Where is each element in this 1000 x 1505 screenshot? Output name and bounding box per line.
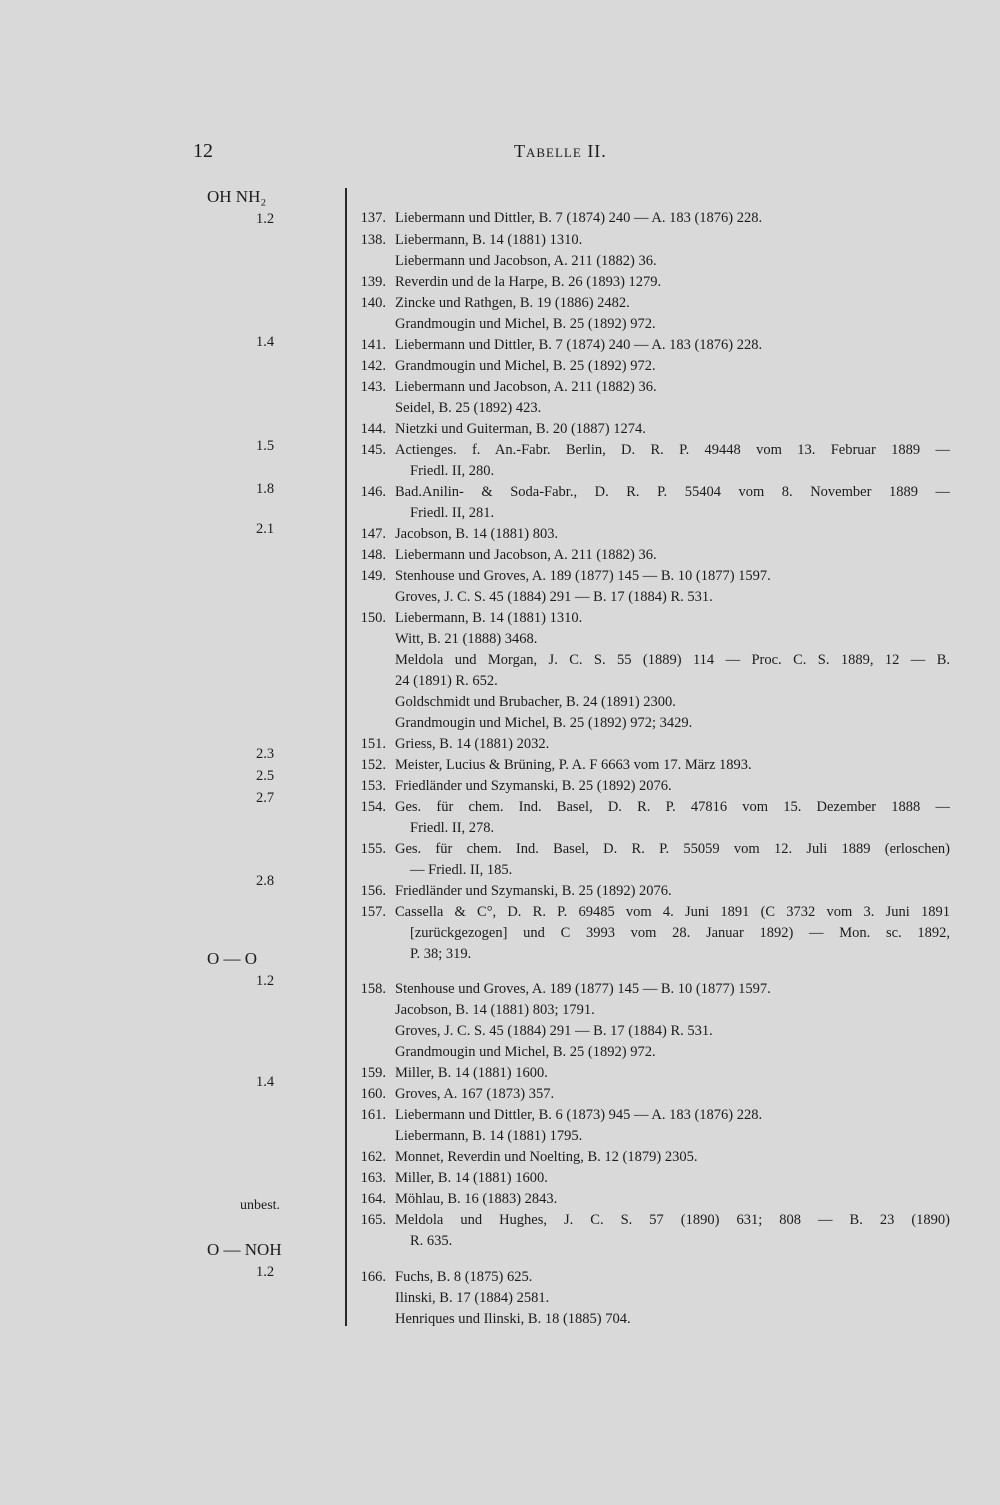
position-label: 1.8 bbox=[256, 481, 275, 497]
reference-line bbox=[352, 754, 950, 776]
reference-number: 139. bbox=[360, 274, 386, 290]
position-label: 1.2 bbox=[256, 1264, 275, 1280]
reference-text: 24 (1891) R. 652. bbox=[395, 673, 498, 689]
reference-text: Liebermann und Dittler, B. 6 (1873) 945 — A. 183 (1876) 228. bbox=[395, 1107, 763, 1123]
reference-line bbox=[352, 1266, 950, 1288]
reference-number: 154. bbox=[360, 799, 386, 815]
reference-line bbox=[352, 586, 950, 608]
reference-text: Liebermann und Dittler, B. 7 (1874) 240 — A. 183 (1876) 228. bbox=[395, 337, 763, 353]
reference-text: Reverdin und de la Harpe, B. 26 (1893) 1279. bbox=[395, 274, 662, 290]
reference-line bbox=[352, 901, 950, 923]
reference-text: Grandmougin und Michel, B. 25 (1892) 972. bbox=[395, 358, 656, 374]
reference-line bbox=[352, 292, 950, 314]
reference-text: Friedländer und Szymanski, B. 25 (1892) 2076. bbox=[395, 778, 672, 794]
reference-line bbox=[352, 1188, 950, 1210]
reference-line bbox=[352, 859, 950, 881]
reference-line bbox=[352, 1230, 950, 1252]
reference-line bbox=[352, 250, 950, 272]
position-label: 2.5 bbox=[256, 768, 275, 784]
reference-line bbox=[352, 481, 950, 503]
position-label: 2.8 bbox=[256, 873, 275, 889]
position-label: 1.2 bbox=[256, 973, 275, 989]
position-label: 1.4 bbox=[256, 334, 275, 350]
position-label: 1.4 bbox=[256, 1074, 275, 1090]
reference-number: 150. bbox=[360, 610, 386, 626]
position-label: O — NOH bbox=[207, 1240, 282, 1259]
reference-line bbox=[352, 880, 950, 902]
reference-number: 166. bbox=[360, 1269, 386, 1285]
reference-line bbox=[352, 355, 950, 377]
reference-text: Liebermann, B. 14 (1881) 1310. bbox=[395, 610, 583, 626]
reference-line bbox=[352, 733, 950, 755]
reference-text: R. 635. bbox=[410, 1233, 453, 1249]
reference-line bbox=[352, 817, 950, 839]
reference-text: Bad.Anilin- & Soda-Fabr., D. R. P. 55404 vom 8. November 1889 — bbox=[395, 484, 950, 500]
reference-line bbox=[352, 628, 950, 650]
position-label: 1.2 bbox=[256, 211, 275, 227]
reference-text: Griess, B. 14 (1881) 2032. bbox=[395, 736, 550, 752]
reference-text: Liebermann und Jacobson, A. 211 (1882) 36. bbox=[395, 379, 657, 395]
reference-line bbox=[352, 1020, 950, 1042]
reference-text: P. 38; 319. bbox=[410, 946, 472, 962]
reference-line bbox=[352, 334, 950, 356]
reference-line bbox=[352, 838, 950, 860]
reference-line bbox=[352, 271, 950, 293]
position-label: OH NH₂ bbox=[207, 187, 267, 206]
reference-number: 158. bbox=[360, 981, 386, 997]
reference-line bbox=[352, 607, 950, 629]
reference-text: Meldola und Morgan, J. C. S. 55 (1889) 114 — Proc. C. S. 1889, 12 — B. bbox=[395, 652, 950, 668]
reference-line bbox=[352, 978, 950, 1000]
reference-line bbox=[352, 1209, 950, 1231]
reference-line bbox=[352, 670, 950, 692]
reference-number: 147. bbox=[360, 526, 386, 542]
reference-text: Friedl. II, 281. bbox=[410, 505, 495, 521]
reference-number: 138. bbox=[360, 232, 386, 248]
reference-text: Goldschmidt und Brubacher, B. 24 (1891) 2300. bbox=[395, 694, 676, 710]
reference-number: 162. bbox=[360, 1149, 386, 1165]
reference-line bbox=[352, 1308, 950, 1330]
reference-text: Meldola und Hughes, J. C. S. 57 (1890) 631; 808 — B. 23 (1890) bbox=[395, 1212, 950, 1228]
reference-line bbox=[352, 523, 950, 545]
reference-number: 140. bbox=[360, 295, 386, 311]
column-divider bbox=[345, 188, 347, 1326]
reference-text: Seidel, B. 25 (1892) 423. bbox=[395, 400, 542, 416]
reference-text: Witt, B. 21 (1888) 3468. bbox=[395, 631, 538, 647]
reference-line bbox=[352, 1041, 950, 1063]
reference-text: Ilinski, B. 17 (1884) 2581. bbox=[395, 1290, 550, 1306]
reference-text: Groves, J. C. S. 45 (1884) 291 — B. 17 (1884) R. 531. bbox=[395, 1023, 713, 1039]
reference-text: Liebermann und Dittler, B. 7 (1874) 240 — A. 183 (1876) 228. bbox=[395, 210, 763, 226]
reference-text: Grandmougin und Michel, B. 25 (1892) 972. bbox=[395, 316, 656, 332]
reference-text: Jacobson, B. 14 (1881) 803. bbox=[395, 526, 559, 542]
reference-number: 144. bbox=[360, 421, 386, 437]
reference-text: Grandmougin und Michel, B. 25 (1892) 972. bbox=[395, 1044, 656, 1060]
reference-number: 163. bbox=[360, 1170, 386, 1186]
reference-text: Meister, Lucius & Brüning, P. A. F 6663 vom 17. März 1893. bbox=[395, 757, 752, 773]
reference-text: Ges. für chem. Ind. Basel, D. R. P. 47816 vom 15. Dezember 1888 — bbox=[395, 799, 950, 815]
reference-line bbox=[352, 397, 950, 419]
reference-line bbox=[352, 502, 950, 524]
reference-line bbox=[352, 1104, 950, 1126]
reference-number: 151. bbox=[360, 736, 386, 752]
reference-line bbox=[352, 943, 950, 965]
reference-line bbox=[352, 1146, 950, 1168]
reference-number: 152. bbox=[360, 757, 386, 773]
position-label: unbest. bbox=[240, 1198, 281, 1213]
reference-line bbox=[352, 1125, 950, 1147]
reference-line bbox=[352, 439, 950, 461]
reference-line bbox=[352, 544, 950, 566]
reference-text: [zurückgezogen] und C 3993 vom 28. Januar 1892) — Mon. sc. 1892, bbox=[410, 925, 950, 941]
reference-line bbox=[352, 691, 950, 713]
reference-line bbox=[352, 649, 950, 671]
reference-text: Liebermann und Jacobson, A. 211 (1882) 36. bbox=[395, 253, 657, 269]
reference-text: Ges. für chem. Ind. Basel, D. R. P. 55059 vom 12. Juli 1889 (erloschen) bbox=[395, 841, 950, 857]
reference-line bbox=[352, 1287, 950, 1309]
reference-text: Nietzki und Guiterman, B. 20 (1887) 1274. bbox=[395, 421, 646, 437]
reference-text: Cassella & C°, D. R. P. 69485 vom 4. Juni 1891 (C 3732 vom 3. Juni 1891 bbox=[395, 904, 950, 920]
reference-line bbox=[352, 313, 950, 335]
reference-number: 161. bbox=[360, 1107, 386, 1123]
reference-line bbox=[352, 229, 950, 251]
reference-number: 145. bbox=[360, 442, 386, 458]
reference-number: 148. bbox=[360, 547, 386, 563]
reference-text: Fuchs, B. 8 (1875) 625. bbox=[395, 1269, 533, 1285]
reference-number: 142. bbox=[360, 358, 386, 374]
reference-line bbox=[352, 712, 950, 734]
reference-number: 137. bbox=[360, 210, 386, 226]
reference-number: 165. bbox=[360, 1212, 386, 1228]
reference-number: 159. bbox=[360, 1065, 386, 1081]
substituent-position-column bbox=[195, 0, 335, 1505]
reference-number: 146. bbox=[360, 484, 386, 500]
reference-line bbox=[352, 775, 950, 797]
reference-number: 157. bbox=[360, 904, 386, 920]
reference-text: Friedländer und Szymanski, B. 25 (1892) 2076. bbox=[395, 883, 672, 899]
reference-text: Friedl. II, 278. bbox=[410, 820, 495, 836]
position-label: 2.1 bbox=[256, 521, 275, 537]
reference-text: Friedl. II, 280. bbox=[410, 463, 495, 479]
reference-number: 149. bbox=[360, 568, 386, 584]
reference-number: 155. bbox=[360, 841, 386, 857]
position-label: 1.5 bbox=[256, 438, 275, 454]
reference-text: Liebermann und Jacobson, A. 211 (1882) 36. bbox=[395, 547, 657, 563]
reference-line bbox=[352, 376, 950, 398]
reference-text: Groves, A. 167 (1873) 357. bbox=[395, 1086, 555, 1102]
reference-number: 164. bbox=[360, 1191, 386, 1207]
reference-line bbox=[352, 1062, 950, 1084]
reference-number: 153. bbox=[360, 778, 386, 794]
position-label: O — O bbox=[207, 949, 258, 968]
reference-line bbox=[352, 1083, 950, 1105]
reference-line bbox=[352, 207, 950, 229]
reference-text: Liebermann, B. 14 (1881) 1795. bbox=[395, 1128, 583, 1144]
page-number: 12 bbox=[193, 140, 213, 162]
reference-text: Jacobson, B. 14 (1881) 803; 1791. bbox=[395, 1002, 595, 1018]
reference-text: Henriques und Ilinski, B. 18 (1885) 704. bbox=[395, 1311, 631, 1327]
reference-text: Miller, B. 14 (1881) 1600. bbox=[395, 1065, 548, 1081]
reference-text: — Friedl. II, 185. bbox=[410, 862, 513, 878]
reference-list bbox=[352, 0, 952, 1505]
reference-line bbox=[352, 922, 950, 944]
reference-text: Grandmougin und Michel, B. 25 (1892) 972; 3429. bbox=[395, 715, 693, 731]
reference-number: 160. bbox=[360, 1086, 386, 1102]
reference-line bbox=[352, 1167, 950, 1189]
reference-line bbox=[352, 796, 950, 818]
reference-line bbox=[352, 999, 950, 1021]
reference-text: Monnet, Reverdin und Noelting, B. 12 (1879) 2305. bbox=[395, 1149, 698, 1165]
reference-number: 141. bbox=[360, 337, 386, 353]
reference-line bbox=[352, 565, 950, 587]
reference-text: Actienges. f. An.-Fabr. Berlin, D. R. P. 49448 vom 13. Februar 1889 — bbox=[395, 442, 950, 458]
reference-line bbox=[352, 460, 950, 482]
reference-text: Stenhouse und Groves, A. 189 (1877) 145 — B. 10 (1877) 1597. bbox=[395, 981, 771, 997]
position-label: 2.3 bbox=[256, 746, 275, 762]
reference-line bbox=[352, 418, 950, 440]
reference-text: Stenhouse und Groves, A. 189 (1877) 145 — B. 10 (1877) 1597. bbox=[395, 568, 771, 584]
reference-text: Miller, B. 14 (1881) 1600. bbox=[395, 1170, 548, 1186]
reference-number: 143. bbox=[360, 379, 386, 395]
position-label: 2.7 bbox=[256, 790, 275, 806]
running-title: Tabelle II. bbox=[514, 141, 607, 161]
reference-number: 156. bbox=[360, 883, 386, 899]
reference-text: Liebermann, B. 14 (1881) 1310. bbox=[395, 232, 583, 248]
reference-text: Zincke und Rathgen, B. 19 (1886) 2482. bbox=[395, 295, 630, 311]
reference-text: Möhlau, B. 16 (1883) 2843. bbox=[395, 1191, 558, 1207]
reference-text: Groves, J. C. S. 45 (1884) 291 — B. 17 (1884) R. 531. bbox=[395, 589, 713, 605]
